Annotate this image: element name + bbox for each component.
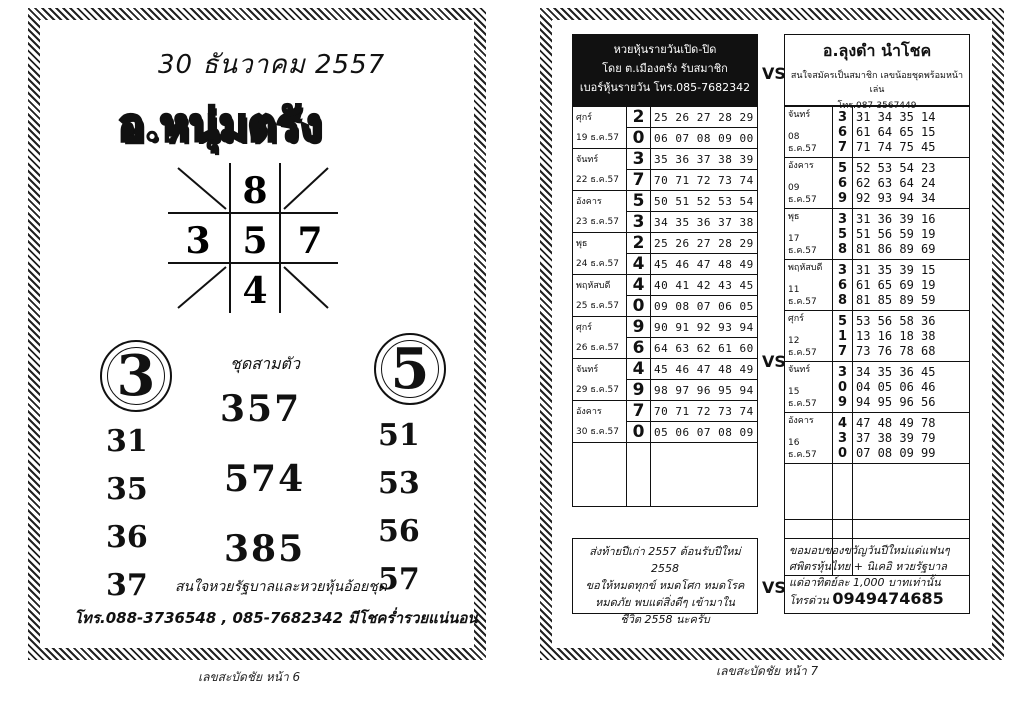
day-date: 11 ธ.ค.57 (788, 285, 817, 307)
greeting-line: ขอให้หมดทุกข์ หมดโศก หมดโรค (585, 579, 745, 592)
number-list (853, 362, 970, 413)
pair-number: 53 (378, 466, 420, 501)
day-name: ศุกร์ (788, 314, 804, 324)
number-row: 07 08 09 99 (856, 445, 936, 460)
pair-number: 31 (106, 424, 148, 459)
star-center: 5 (242, 220, 268, 262)
day-date: 09 ธ.ค.57 (788, 183, 817, 205)
star-grid-lines (168, 163, 338, 313)
number-row: 53 56 58 36 (856, 313, 936, 328)
lead-digit: 7 (837, 139, 848, 155)
day-date: 17 ธ.ค.57 (788, 234, 817, 256)
day-date: 26 ธ.ค.57 (576, 342, 620, 353)
lead-digits (833, 209, 853, 260)
lead-digit: 6 (837, 175, 848, 191)
lead-digit: 7 (627, 170, 651, 191)
right-page (540, 8, 1004, 698)
number-row: 94 95 96 56 (856, 394, 936, 409)
day-date: 15 ธ.ค.57 (788, 387, 817, 409)
table-row (785, 158, 970, 209)
day-cell (573, 149, 627, 191)
star-grid (168, 163, 338, 313)
table-row-empty (785, 464, 970, 520)
number-row: 52 53 54 23 (856, 160, 936, 175)
day-cell (785, 209, 833, 260)
day-name: พุธ (576, 238, 588, 249)
number-list: 98 97 96 95 94 (651, 380, 758, 401)
table-row (573, 401, 758, 422)
number-row: 61 64 65 15 (856, 124, 936, 139)
number-row: 81 85 89 59 (856, 292, 936, 307)
lead-digits (833, 158, 853, 209)
lead-digit: 0 (627, 296, 651, 317)
number-list: 90 91 92 93 94 (651, 317, 758, 338)
table-row-empty (573, 443, 758, 507)
lead-digit: 0 (627, 128, 651, 149)
table-row (785, 107, 970, 158)
day-cell (573, 317, 627, 359)
circle-number-left: 3 (100, 340, 172, 412)
day-name: พฤหัสบดี (576, 280, 611, 291)
day-date: 30 ธ.ค.57 (576, 426, 620, 437)
lead-digit: 0 (627, 422, 651, 443)
lead-digit: 3 (837, 262, 848, 278)
contact-line: โทร.088-3736548 , 085-7682342 มีโชคร่ำรวยแน่นอน (74, 609, 478, 627)
lead-digit: 6 (837, 277, 848, 293)
vs-label: VS (762, 578, 786, 597)
table-row (785, 311, 970, 362)
empty-cell (573, 443, 627, 507)
greeting-line: ส่งท้ายปีเก่า 2557 ต้อนรับปีใหม่ 2558 (589, 545, 741, 575)
pair-number: 56 (378, 514, 420, 549)
day-cell (785, 413, 833, 464)
day-date: 19 ธ.ค.57 (576, 132, 620, 143)
pair-number: 57 (378, 562, 420, 597)
results-table-left (572, 106, 758, 507)
left-page (28, 8, 486, 698)
lead-digit: 5 (627, 191, 651, 212)
lead-digit: 3 (627, 149, 651, 170)
lead-digit: 4 (837, 415, 848, 431)
day-cell (785, 362, 833, 413)
lead-digit: 3 (837, 211, 848, 227)
lead-digit: 7 (837, 343, 848, 359)
day-name: อังคาร (576, 406, 602, 417)
day-date: 08 ธ.ค.57 (788, 132, 817, 154)
header-right-phone: โทร.087-3567449 (837, 101, 917, 111)
header-right-title: อ.ลุงดำ นำโชค (822, 41, 932, 60)
day-name: อังคาร (576, 196, 602, 207)
table-row (573, 149, 758, 170)
number-list: 09 08 07 06 05 (651, 296, 758, 317)
number-list: 70 71 72 73 74 (651, 401, 758, 422)
day-name: ศุกร์ (576, 112, 592, 123)
table-row (573, 317, 758, 338)
lead-digit: 9 (627, 380, 651, 401)
lead-digit: 0 (837, 445, 848, 461)
day-cell (573, 107, 627, 149)
number-list: 50 51 52 53 54 (651, 191, 758, 212)
table-row (573, 191, 758, 212)
number-list (853, 260, 970, 311)
number-list: 25 26 27 28 29 (651, 107, 758, 128)
lead-digit: 4 (627, 359, 651, 380)
day-cell (573, 191, 627, 233)
lead-digit: 3 (627, 212, 651, 233)
lead-digit: 5 (837, 160, 848, 176)
day-cell (785, 158, 833, 209)
number-row: 71 74 75 45 (856, 139, 936, 154)
page-footer: เลขสะบัดชัย หน้า 6 (198, 670, 301, 684)
number-row: 61 65 69 19 (856, 277, 936, 292)
lead-digit: 8 (837, 241, 848, 257)
day-name: จันทร์ (788, 110, 811, 120)
day-name: พฤหัสบดี (788, 263, 823, 273)
number-row: 31 36 39 16 (856, 211, 936, 226)
day-cell (785, 311, 833, 362)
pairs-left (106, 418, 148, 610)
number-list: 25 26 27 28 29 (651, 233, 758, 254)
lead-digits (833, 413, 853, 464)
number-list: 05 06 07 08 09 (651, 422, 758, 443)
lead-digit: 4 (627, 275, 651, 296)
lead-digit: 3 (837, 109, 848, 125)
day-cell (573, 401, 627, 443)
header-right-sub: สนใจสมัครเป็นสมาชิก เลขน้อยชุดพร้อมหน้าเล่น (790, 71, 964, 95)
greeting-line: ชีวิต 2558 นะครับ (620, 613, 710, 626)
set-label: ชุดสามตัว (230, 354, 300, 373)
pair-number: 37 (106, 568, 148, 603)
day-name: จันทร์ (576, 364, 599, 375)
greeting-line: หมดภัย พบแต่สิ่งดีๆ เข้ามาใน (595, 596, 735, 609)
lead-digit: 8 (837, 292, 848, 308)
day-cell (785, 260, 833, 311)
lead-digit: 9 (627, 317, 651, 338)
table-row (785, 362, 970, 413)
number-list (853, 209, 970, 260)
lead-digit: 9 (837, 394, 848, 410)
star-left: 3 (185, 220, 211, 262)
promo-phone-row (789, 591, 965, 609)
number-row: 37 38 39 79 (856, 430, 936, 445)
number-row: 31 34 35 14 (856, 109, 936, 124)
star-bottom: 4 (242, 270, 268, 312)
table-row (573, 359, 758, 380)
number-row: 62 63 64 24 (856, 175, 936, 190)
number-list (853, 158, 970, 209)
day-cell (573, 275, 627, 317)
issue-date: 30 ธันวาคม 2557 (158, 50, 386, 80)
table-row (785, 413, 970, 464)
lead-digit: 7 (627, 401, 651, 422)
empty-cell (651, 443, 758, 507)
pair-number: 51 (378, 418, 420, 453)
lead-digit: 5 (837, 226, 848, 242)
lead-digits (833, 362, 853, 413)
number-row: 04 05 06 46 (856, 379, 936, 394)
empty-cell (853, 464, 970, 520)
lead-digits (833, 311, 853, 362)
number-list: 45 46 47 48 49 (651, 359, 758, 380)
header-left-line: หวยหุ้นรายวันเปิด-ปิด (613, 43, 717, 56)
table-row (785, 260, 970, 311)
table-row (573, 275, 758, 296)
empty-cell (627, 443, 651, 507)
number-list: 45 46 47 48 49 (651, 254, 758, 275)
day-date: 12 ธ.ค.57 (788, 336, 817, 358)
number-list: 34 35 36 37 38 (651, 212, 758, 233)
number-row: 81 86 89 69 (856, 241, 936, 256)
number-list: 70 71 72 73 74 (651, 170, 758, 191)
lead-digit: 9 (837, 190, 848, 206)
promo-line: ศพิตรหุ้นไทย + นิเคอิ หวยรัฐบาล (789, 560, 947, 573)
number-row: 51 56 59 19 (856, 226, 936, 241)
day-name: พุธ (788, 212, 800, 222)
table-row (573, 107, 758, 128)
day-name: อังคาร (788, 416, 814, 426)
promo-line: ขอมอบของขวัญวันปีใหม่แด่แฟนๆ (789, 544, 950, 557)
day-date: 23 ธ.ค.57 (576, 216, 620, 227)
lead-digit: 0 (837, 379, 848, 395)
day-date: 24 ธ.ค.57 (576, 258, 620, 269)
day-cell (785, 107, 833, 158)
lead-digit: 6 (837, 124, 848, 140)
note-line: สนใจหวยรัฐบาลและหวยหุ้นอ้อยชุด (175, 579, 387, 595)
set-number: 357 (220, 388, 302, 430)
lead-digit: 3 (837, 364, 848, 380)
empty-cell (785, 464, 833, 520)
day-date: 16 ธ.ค.57 (788, 438, 817, 460)
table-row (573, 233, 758, 254)
header-left-line: เบอร์หุ้นรายวัน โทร.085-7682342 (579, 81, 751, 94)
number-row: 13 16 18 38 (856, 328, 936, 343)
day-date: 25 ธ.ค.57 (576, 300, 620, 311)
promo-box (784, 538, 970, 614)
day-name: ศุกร์ (576, 322, 592, 333)
vs-label: VS (762, 352, 786, 371)
promo-line: โทรด่วน (789, 594, 829, 607)
star-right: 7 (297, 220, 323, 262)
day-cell (573, 233, 627, 275)
set-number: 574 (224, 458, 306, 500)
results-table-right (784, 106, 970, 576)
day-date: 29 ธ.ค.57 (576, 384, 620, 395)
lead-digit: 2 (627, 107, 651, 128)
brand-title: อ.หนุ่มตรัง (118, 100, 322, 151)
number-row: 92 93 94 34 (856, 190, 936, 205)
day-date: 22 ธ.ค.57 (576, 174, 620, 185)
number-row: 34 35 36 45 (856, 364, 936, 379)
lead-digit: 5 (837, 313, 848, 329)
day-name: จันทร์ (576, 154, 599, 165)
number-row: 47 48 49 78 (856, 415, 936, 430)
number-list: 06 07 08 09 00 (651, 128, 758, 149)
number-row: 31 35 39 15 (856, 262, 936, 277)
header-left-line: โดย ต.เมืองตรัง รับสมาชิก (602, 62, 728, 75)
number-list (853, 413, 970, 464)
day-name: จันทร์ (788, 365, 811, 375)
lead-digit: 4 (627, 254, 651, 275)
promo-phone: 0949474685 (832, 589, 944, 608)
lead-digit: 1 (837, 328, 848, 344)
set-number: 385 (224, 528, 306, 570)
lead-digit: 6 (627, 338, 651, 359)
day-cell (573, 359, 627, 401)
vs-label: VS (762, 64, 786, 83)
lead-digits (833, 107, 853, 158)
star-top: 8 (242, 170, 268, 212)
number-list: 40 41 42 43 45 (651, 275, 758, 296)
page-footer: เลขสะบัดชัย หน้า 7 (716, 664, 819, 678)
lead-digit: 3 (837, 430, 848, 446)
number-row: 73 76 78 68 (856, 343, 936, 358)
lead-digits (833, 260, 853, 311)
day-name: อังคาร (788, 161, 814, 171)
number-list: 64 63 62 61 60 (651, 338, 758, 359)
lead-digit: 2 (627, 233, 651, 254)
promo-line: แด่อาทิตย์ละ 1,000 บาทเท่านั้น (789, 576, 941, 589)
number-list: 35 36 37 38 39 (651, 149, 758, 170)
header-right-box (784, 34, 970, 111)
greeting-box (572, 538, 758, 626)
pair-number: 35 (106, 472, 148, 507)
table-row (785, 209, 970, 260)
number-list (853, 311, 970, 362)
circle-number-right: 5 (374, 333, 446, 405)
number-list (853, 107, 970, 158)
header-left-box (572, 34, 758, 106)
empty-cell (833, 464, 853, 520)
pair-number: 36 (106, 520, 148, 555)
